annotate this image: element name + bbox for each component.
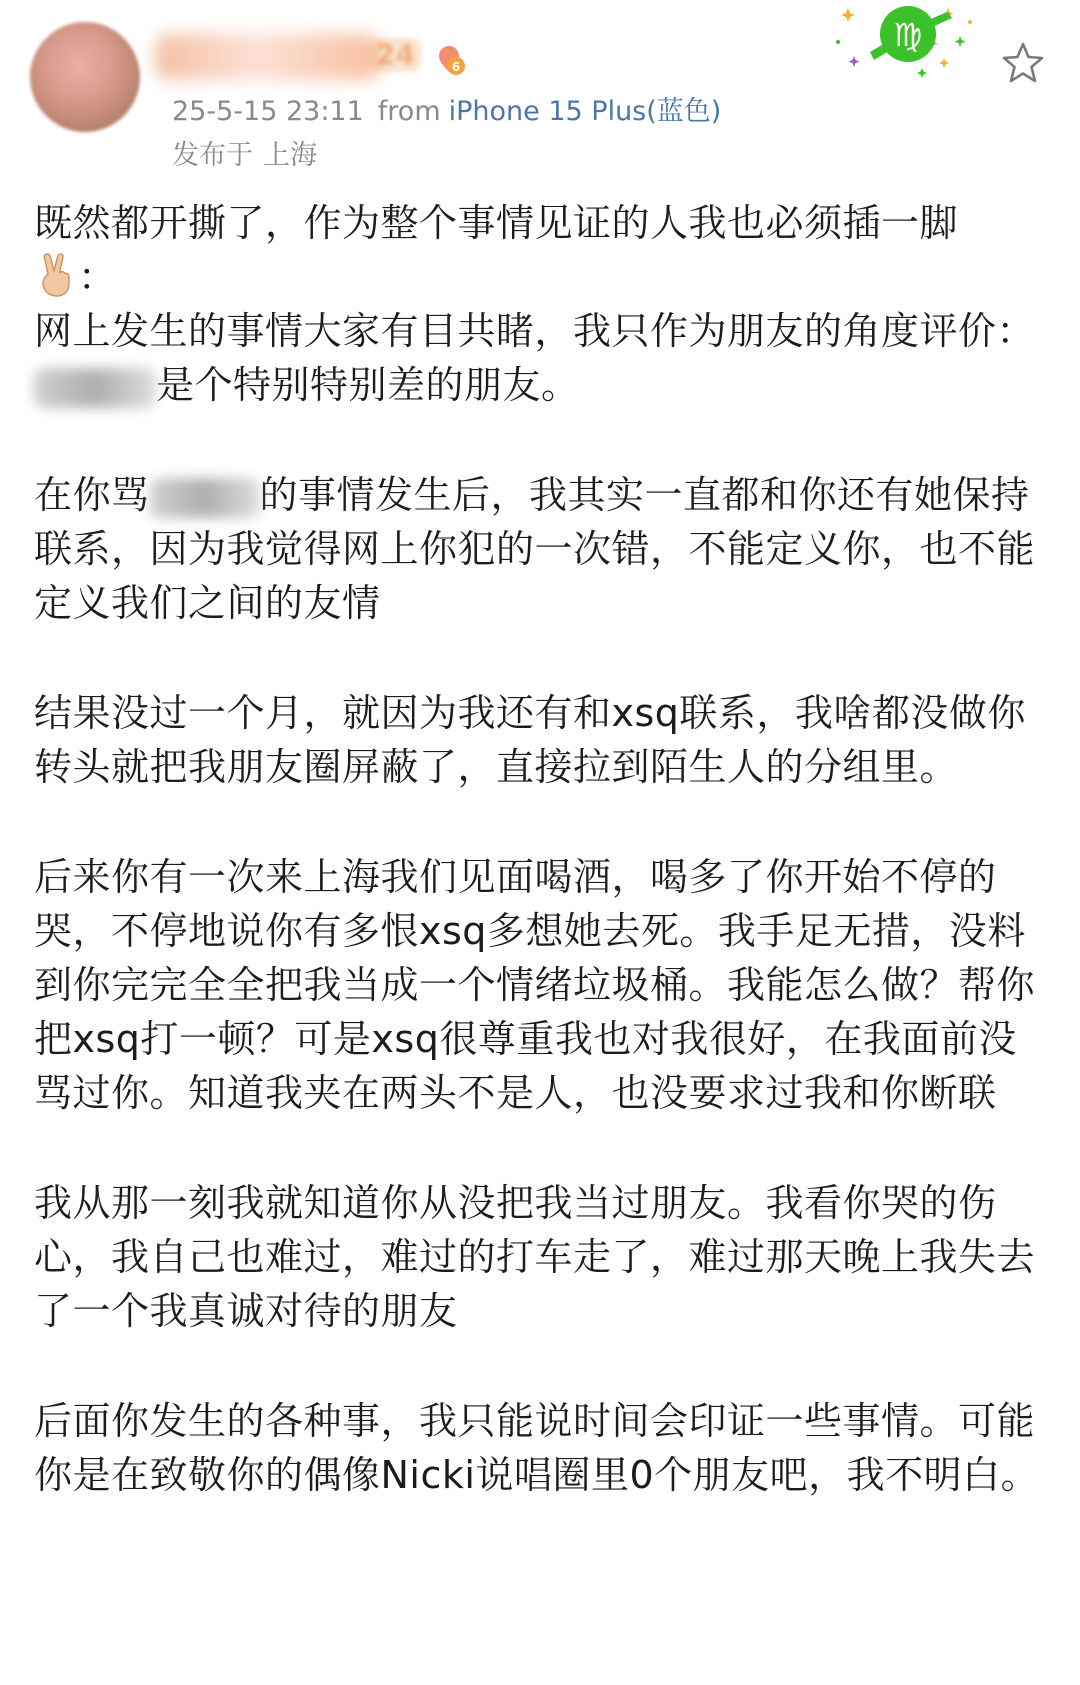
post-content	[34, 196, 1054, 1558]
device-link[interactable]: iPhone 15 Plus(蓝色)	[448, 96, 722, 127]
paragraph-1-line3: 网上发生的事情大家有目共睹，我只作为朋友的角度评价：	[34, 309, 1036, 353]
svg-text:♍: ♍	[893, 16, 923, 54]
paragraph-1-line4: 是个特别特别差的朋友。	[156, 363, 580, 407]
paragraph-1	[34, 196, 1054, 412]
paragraph-6: 后面你发生的各种事，我只能说时间会印证一些事情。可能你是在致敬你的偶像Nicki说唱圈里0个朋友吧，我不明白。	[34, 1399, 1040, 1497]
redacted-name-1	[34, 368, 156, 408]
paragraph-2	[34, 468, 1054, 630]
location-label: 发布于	[172, 140, 253, 171]
paragraph-3: 结果没过一个月，就因为我还有和xsq联系，我啥都没做你转头就把我朋友圈屏蔽了，直接拉到陌生人的分组里。	[34, 691, 1026, 789]
from-label: from	[377, 96, 441, 127]
paragraph-2-tail: 的事情发生后，我其实一直都和你还有她保持联系，因为我觉得网上你犯的一次错，不能定义你，也不能定义我们之间的友情	[34, 473, 1036, 625]
favorite-star-icon[interactable]	[1000, 40, 1046, 86]
post-location	[172, 136, 317, 176]
avatar[interactable]	[30, 22, 140, 132]
paragraph-1-intro: 既然都开撕了，作为整个事情见证的人我也必须插一脚	[34, 201, 959, 245]
location-city: 上海	[263, 140, 317, 171]
redacted-name-2	[150, 478, 260, 518]
paragraph-2-head: 在你骂	[34, 473, 150, 517]
username-redacted[interactable]	[155, 34, 380, 80]
paragraph-4: 后来你有一次来上海我们见面喝酒，喝多了你开始不停的哭，不停地说你有多恨xsq多想她去死。我手足无措，没料到你完完全全把我当成一个情绪垃圾桶。我能怎么做？帮你把xsq打一顿？可是xsq很尊重我也对我很好，在我面前没骂过你。知道我夹在两头不是人，也没要求过我和你断联	[34, 855, 1036, 1115]
victory-hand-emoji	[34, 250, 78, 298]
post-meta	[172, 92, 721, 132]
paragraph-5: 我从那一刻我就知道你从没把我当过朋友。我看你哭的伤心，我自己也难过，难过的打车走了，难过那天晚上我失去了一个我真诚对待的朋友	[34, 1181, 1036, 1333]
svg-text:6: 6	[451, 60, 461, 74]
user-level-badge: 24	[370, 38, 421, 72]
vip-badge-icon	[432, 42, 466, 76]
post-header	[0, 0, 1080, 190]
post-timestamp: 25-5-15 23:11	[172, 96, 364, 127]
emoji-colon: ：	[78, 255, 117, 299]
